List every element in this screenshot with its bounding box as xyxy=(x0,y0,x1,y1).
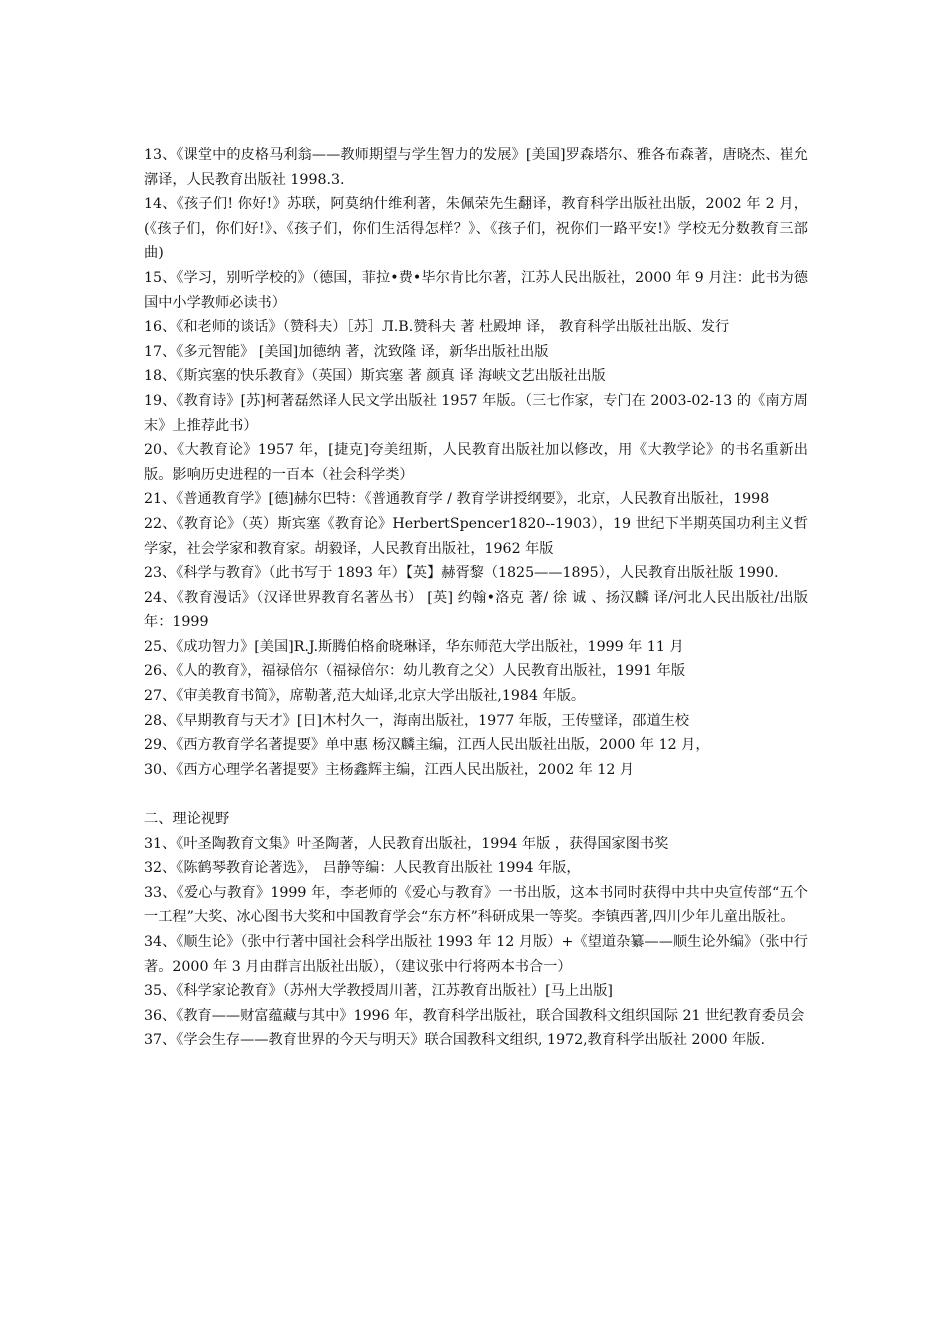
list-item: 25、《成功智力》[美国]R.J.斯腾伯格俞晓琳译，华东师范大学出版社，1999 年 11 月 xyxy=(144,638,684,655)
list-item: 19、《教育诗》[苏]柯著磊然译人民文学出版社 1957 年版。（三七作家，专门在 2003-02-13 的《南方周末》上推荐此书） xyxy=(144,392,808,434)
section-heading: 二、理论视野 xyxy=(144,811,230,828)
list-item: 36、《教育——财富蕴藏与其中》1996 年，教育科学出版社，联合国教科文组织国际 21 世纪教育委员会 xyxy=(144,1007,805,1024)
list-item: 16、《和老师的谈话》（赞科夫）［苏］Л.В.赞科夫 著 杜殿坤 译， 教育科学出版社出版、发行 xyxy=(144,319,730,336)
list-item: 17、《多元智能》 [美国]加德纳 著，沈致隆 译，新华出版社出版 xyxy=(144,343,549,360)
list-item: 30、《西方心理学名著提要》主杨鑫辉主编，江西人民出版社，2002 年 12 月 xyxy=(144,761,635,778)
list-item: 28、《早期教育与天才》[日]木村久一，海南出版社，1977 年版，王传璧译，邵道生校 xyxy=(144,712,690,729)
list-item: 21、《普通教育学》[德]赫尔巴特：《普通教育学 / 教育学讲授纲要》，北京，人民教育出版社，1998 xyxy=(144,491,770,508)
list-item: 22、《教育论》（英）斯宾塞《教育论》HerbertSpencer1820--1903），19 世纪下半期英国功利主义哲学家，社会学家和教育家。胡毅译，人民教育出版社，1962 年版 xyxy=(144,515,808,557)
document-page xyxy=(144,143,808,1053)
list-item: 15、《学习，别听学校的》（德国，菲拉•费•毕尔肯比尔著，江苏人民出版社，2000 年 9 月注：此书为德国中小学教师必读书） xyxy=(144,269,808,311)
list-item: 37、《学会生存——教育世界的今天与明天》联合国教科文组织, 1972,教育科学出版社 2000 年版. xyxy=(144,1032,765,1049)
list-item: 32、《陈鹤琴教育论著选》， 吕静等编：人民教育出版社 1994 年版， xyxy=(144,860,581,877)
list-item: 18、《斯宾塞的快乐教育》（英国）斯宾塞 著 颜真 译 海峡文艺出版社出版 xyxy=(144,368,606,385)
list-item: 35、《科学家论教育》（苏州大学教授周川著，江苏教育出版社）[马上出版] xyxy=(144,983,613,1000)
list-item: 27、《审美教育书简》，席勒著,范大灿译,北京大学出版社,1984 年版。 xyxy=(144,688,586,705)
list-item: 23、《科学与教育》（此书写于 1893 年）【英】赫胥黎（1825——1895），人民教育出版社版 1990. xyxy=(144,565,779,582)
list-item: 34、《顺生论》（张中行著中国社会科学出版社 1993 年 12 月版）+《望道杂纂——顺生论外编》（张中行著。2000 年 3 月由群言出版社出版），（建议张中行将两本书合一） xyxy=(144,934,808,975)
list-item: 31、《叶圣陶教育文集》叶圣陶著，人民教育出版社，1994 年版 ，获得国家图书奖 xyxy=(144,835,669,852)
book-list-part2 xyxy=(144,832,808,1053)
list-item: 13、《课堂中的皮格马利翁——教师期望与学生智力的发展》[美国]罗森塔尔、雅各布森著，唐晓杰、崔允漷译，人民教育出版社 1998.3. xyxy=(144,147,808,188)
list-item: 26、《人的教育》，福禄倍尔（福禄倍尔：幼儿教育之父）人民教育出版社，1991 年版 xyxy=(144,663,686,680)
list-item: 33、《爱心与教育》1999 年，李老师的《爱心与教育》一书出版，这本书同时获得中共中央宣传部“五个一工程”大奖、冰心图书大奖和中国教育学会“东方杯”科研成果一等奖。李镇西著,四川少年儿童出版社。 xyxy=(144,884,808,926)
list-item: 29、《西方教育学名著提要》单中惠 杨汉麟主编，江西人民出版社出版，2000 年 12 月， xyxy=(144,737,710,754)
list-item: 14、《孩子们! 你好!》苏联，阿莫纳什维利著，朱佩荣先生翻译，教育科学出版社出版，2002 年 2 月，(《孩子们，你们好!》、《孩子们，你们生活得怎样？》、《孩子们，祝你们一路平安!》学校无分数教育三部曲) xyxy=(144,196,808,262)
list-item: 24、《教育漫话》（汉译世界教育名著丛书） [英] 约翰•洛克 著/ 徐 诚 、扬汉麟 译/河北人民出版社/出版年：1999 xyxy=(144,589,808,631)
book-list-part1 xyxy=(144,143,808,782)
list-item: 20、《大教育论》1957 年，[捷克]夸美纽斯，人民教育出版社加以修改，用《大教学论》的书名重新出版。影响历史进程的一百本（社会科学类） xyxy=(144,442,808,483)
